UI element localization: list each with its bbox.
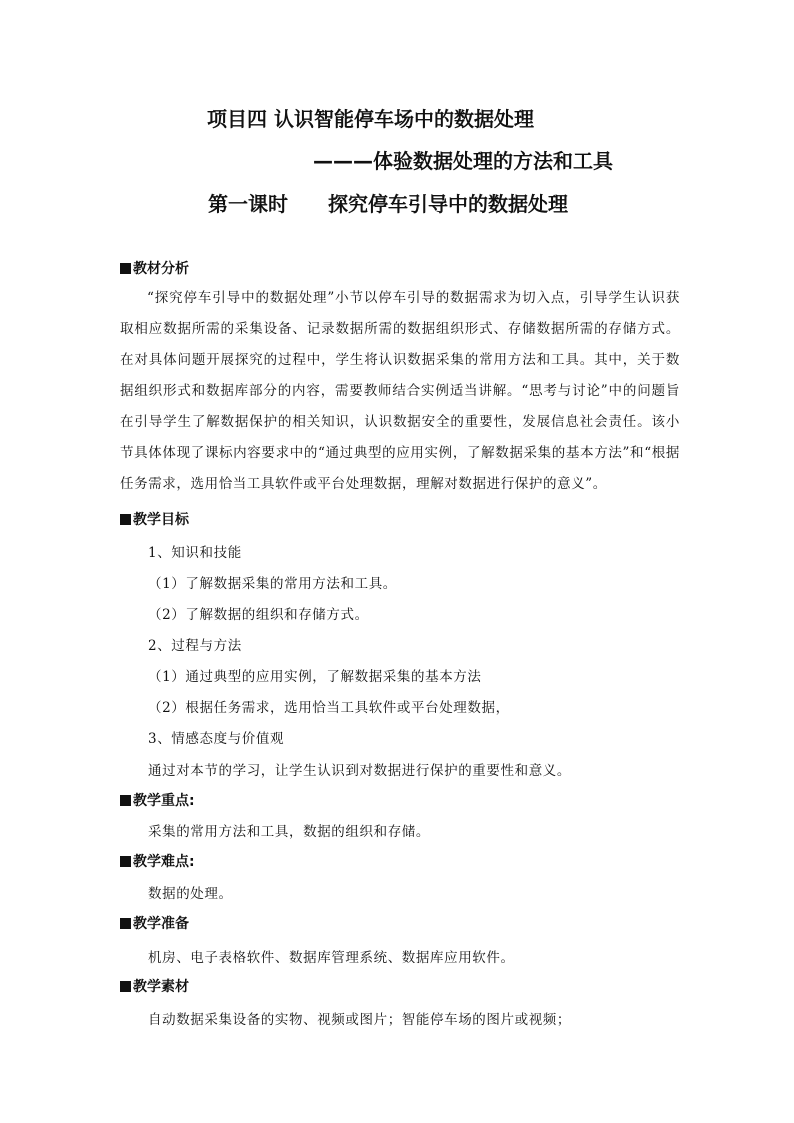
difficulties-text: 数据的处理。 [148,886,233,902]
goal-line: 通过对本节的学习，让学生认识到对数据进行保护的重要性和意义。 [148,763,571,779]
square-bullet-icon [120,918,131,929]
analysis-paragraph: “探究停车引导中的数据处理”小节以停车引导的数据需求为切入点，引导学生认识获取相应数据所需的采集设备、记录数据所需的数据组织形式、存储数据所需的存储方式。在对具体问题开展探究的过程中，学生将认识数据采集的常用方法和工具。其中，关于数据组织形式和数据库部分的内容，需要教师结合实例适当讲解。“思考与讨论”中的问题旨在引导学生了解数据保护的相关知识，认识数据安全的重要性，发展信息社会责任。该小节具体体现了课标内容要求中的“通过典型的应用实例，了解数据采集的基本方法”和“根据任务需求，选用恰当工具软件或平台处理数据，理解对数据进行保护的意义”。 [120,290,680,492]
document-title: 项目四 认识智能停车场中的数据处理 [207,107,534,131]
square-bullet-icon [120,795,131,806]
heading-text: 教学准备 [133,916,189,932]
document-subtitle: ———体验数据处理的方法和工具 [313,149,613,173]
materials-text: 自动数据采集设备的实物、视频或图片；智能停车场的图片或视频； [148,1012,571,1028]
section-heading-analysis [120,258,189,278]
square-bullet-icon [120,263,131,274]
heading-text: 教学重点: [133,793,195,809]
goal-line: 1、知识和技能 [148,545,242,561]
goal-line: （2）了解数据的组织和存储方式。 [148,607,369,623]
lesson-title: 第一课时 探究停车引导中的数据处理 [208,192,568,216]
goal-line: 2、过程与方法 [148,638,242,654]
goal-line: （1）通过典型的应用实例，了解数据采集的基本方法 [148,669,482,685]
preparation-text: 机房、电子表格软件、数据库管理系统、数据库应用软件。 [148,950,515,966]
section-heading-materials [120,976,189,996]
section-heading-key-points [120,790,195,810]
heading-text: 教材分析 [133,261,189,277]
square-bullet-icon [120,856,131,867]
heading-text: 教学目标 [133,512,189,528]
heading-text: 教学难点: [133,854,195,870]
key-points-text: 采集的常用方法和工具，数据的组织和存储。 [148,824,430,840]
goal-line: 3、情感态度与价值观 [148,731,285,747]
section-heading-difficulties [120,851,195,871]
section-heading-goals [120,509,189,529]
square-bullet-icon [120,981,131,992]
goal-line: （1）了解数据采集的常用方法和工具。 [148,576,397,592]
square-bullet-icon [120,514,131,525]
goal-line: （2）根据任务需求，选用恰当工具软件或平台处理数据， [148,700,510,716]
section-heading-preparation [120,913,189,933]
heading-text: 教学素材 [133,979,189,995]
